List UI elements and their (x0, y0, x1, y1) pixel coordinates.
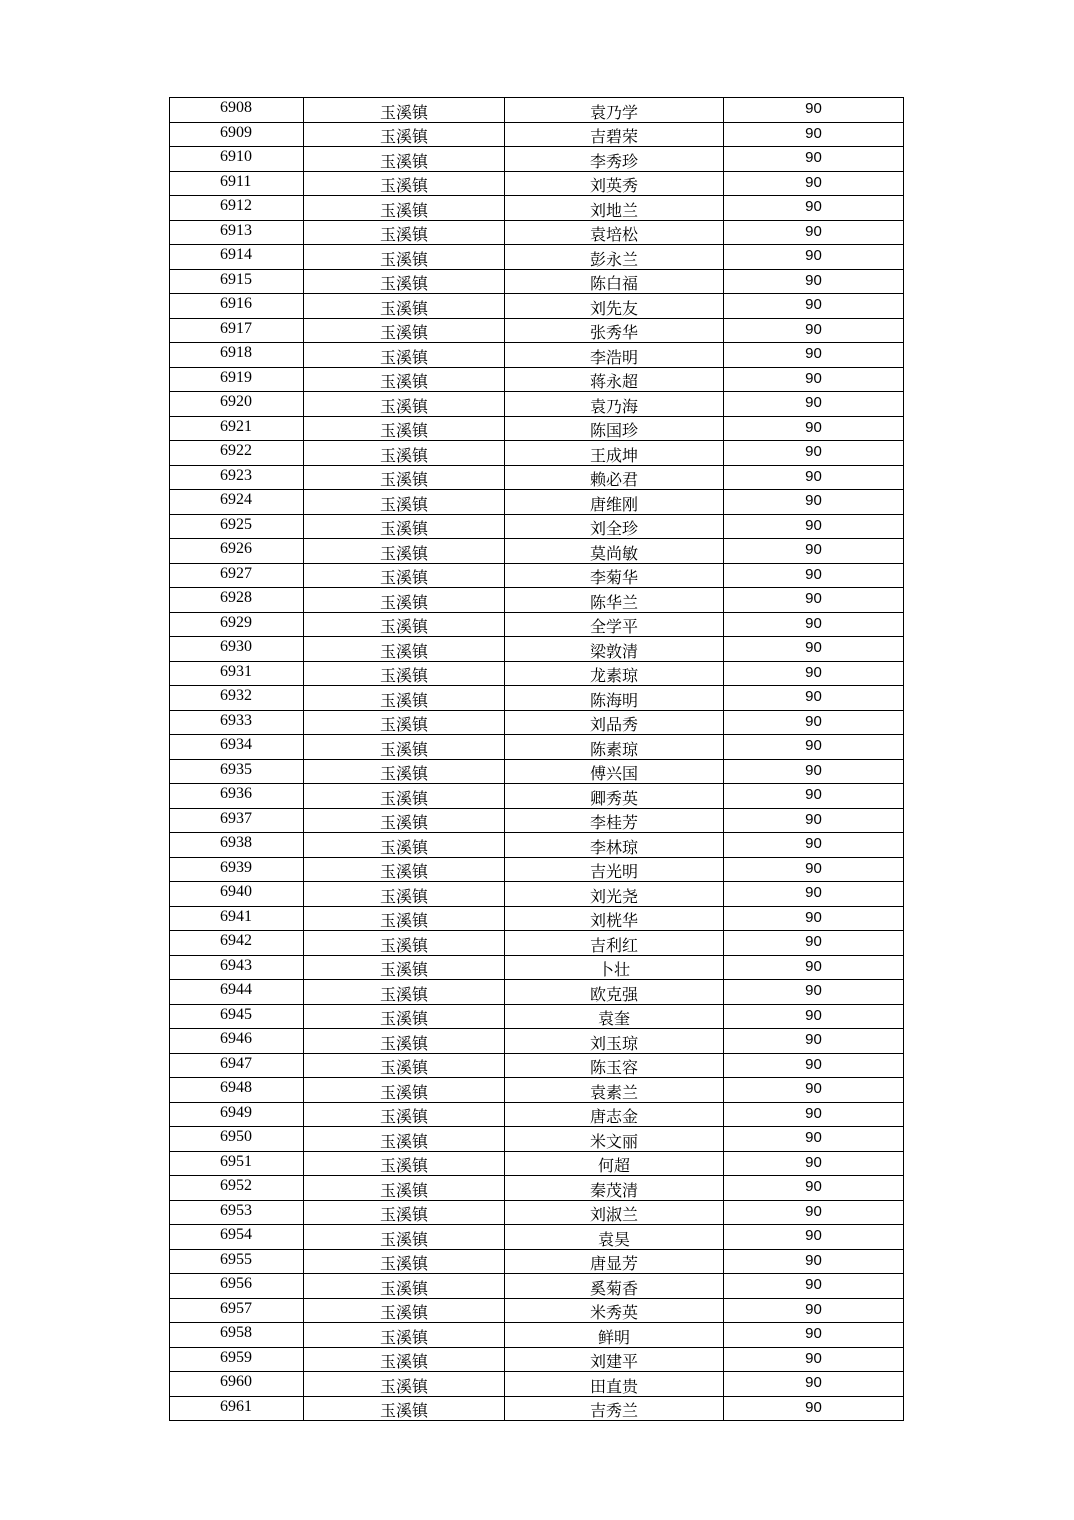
amount-cell: 90 (724, 1200, 904, 1225)
row-number-cell: 6908 (170, 98, 304, 123)
row-number-cell: 6912 (170, 196, 304, 221)
table-row (170, 980, 904, 1005)
person-name-cell: 蒋永超 (505, 367, 724, 392)
row-number-cell: 6953 (170, 1200, 304, 1225)
person-name-cell: 赖必君 (505, 465, 724, 490)
person-name-cell: 全学平 (505, 612, 724, 637)
town-cell: 玉溪镇 (304, 122, 505, 147)
person-name-cell: 袁乃学 (505, 98, 724, 123)
town-cell: 玉溪镇 (304, 563, 505, 588)
table-row (170, 269, 904, 294)
town-cell: 玉溪镇 (304, 588, 505, 613)
table-row (170, 563, 904, 588)
person-name-cell: 欧克强 (505, 980, 724, 1005)
town-cell: 玉溪镇 (304, 759, 505, 784)
table-row (170, 1176, 904, 1201)
row-number-cell: 6926 (170, 539, 304, 564)
town-cell: 玉溪镇 (304, 710, 505, 735)
row-number-cell: 6914 (170, 245, 304, 270)
town-cell: 玉溪镇 (304, 661, 505, 686)
amount-cell: 90 (724, 808, 904, 833)
table-row (170, 931, 904, 956)
town-cell: 玉溪镇 (304, 441, 505, 466)
person-name-cell: 袁奎 (505, 1004, 724, 1029)
person-name-cell: 刘玉琼 (505, 1029, 724, 1054)
table-row (170, 245, 904, 270)
amount-cell: 90 (724, 857, 904, 882)
table-row (170, 710, 904, 735)
row-number-cell: 6938 (170, 833, 304, 858)
table-row (170, 514, 904, 539)
amount-cell: 90 (724, 392, 904, 417)
table-row (170, 612, 904, 637)
row-number-cell: 6952 (170, 1176, 304, 1201)
row-number-cell: 6937 (170, 808, 304, 833)
table-row (170, 343, 904, 368)
town-cell: 玉溪镇 (304, 906, 505, 931)
row-number-cell: 6924 (170, 490, 304, 515)
row-number-cell: 6949 (170, 1102, 304, 1127)
town-cell: 玉溪镇 (304, 245, 505, 270)
town-cell: 玉溪镇 (304, 220, 505, 245)
person-name-cell: 唐显芳 (505, 1249, 724, 1274)
amount-cell: 90 (724, 490, 904, 515)
person-name-cell: 刘地兰 (505, 196, 724, 221)
row-number-cell: 6922 (170, 441, 304, 466)
amount-cell: 90 (724, 171, 904, 196)
row-number-cell: 6917 (170, 318, 304, 343)
town-cell: 玉溪镇 (304, 1127, 505, 1152)
table-row (170, 441, 904, 466)
amount-cell: 90 (724, 1151, 904, 1176)
table-row (170, 1127, 904, 1152)
person-name-cell: 张秀华 (505, 318, 724, 343)
town-cell: 玉溪镇 (304, 1323, 505, 1348)
table-row (170, 416, 904, 441)
table-row (170, 735, 904, 760)
person-name-cell: 吉碧荣 (505, 122, 724, 147)
table-row (170, 1151, 904, 1176)
person-name-cell: 莫尚敏 (505, 539, 724, 564)
table-row (170, 367, 904, 392)
town-cell: 玉溪镇 (304, 1029, 505, 1054)
amount-cell: 90 (724, 1102, 904, 1127)
table-row (170, 1225, 904, 1250)
row-number-cell: 6935 (170, 759, 304, 784)
table-row (170, 392, 904, 417)
person-name-cell: 吉光明 (505, 857, 724, 882)
town-cell: 玉溪镇 (304, 1053, 505, 1078)
town-cell: 玉溪镇 (304, 1274, 505, 1299)
amount-cell: 90 (724, 906, 904, 931)
person-name-cell: 刘先友 (505, 294, 724, 319)
town-cell: 玉溪镇 (304, 1151, 505, 1176)
row-number-cell: 6944 (170, 980, 304, 1005)
row-number-cell: 6915 (170, 269, 304, 294)
amount-cell: 90 (724, 759, 904, 784)
person-name-cell: 陈玉容 (505, 1053, 724, 1078)
person-name-cell: 陈海明 (505, 686, 724, 711)
person-name-cell: 米秀英 (505, 1298, 724, 1323)
person-name-cell: 奚菊香 (505, 1274, 724, 1299)
table-row (170, 1102, 904, 1127)
amount-cell: 90 (724, 1396, 904, 1421)
amount-cell: 90 (724, 294, 904, 319)
table-row (170, 1078, 904, 1103)
table-row (170, 122, 904, 147)
town-cell: 玉溪镇 (304, 1004, 505, 1029)
table-row (170, 1396, 904, 1421)
person-name-cell: 李菊华 (505, 563, 724, 588)
town-cell: 玉溪镇 (304, 269, 505, 294)
row-number-cell: 6919 (170, 367, 304, 392)
row-number-cell: 6911 (170, 171, 304, 196)
town-cell: 玉溪镇 (304, 955, 505, 980)
amount-cell: 90 (724, 318, 904, 343)
table-row (170, 171, 904, 196)
person-name-cell: 陈华兰 (505, 588, 724, 613)
row-number-cell: 6958 (170, 1323, 304, 1348)
person-name-cell: 傅兴国 (505, 759, 724, 784)
town-cell: 玉溪镇 (304, 612, 505, 637)
town-cell: 玉溪镇 (304, 98, 505, 123)
town-cell: 玉溪镇 (304, 416, 505, 441)
town-cell: 玉溪镇 (304, 735, 505, 760)
table-row (170, 833, 904, 858)
table-row (170, 294, 904, 319)
amount-cell: 90 (724, 465, 904, 490)
amount-cell: 90 (724, 735, 904, 760)
row-number-cell: 6923 (170, 465, 304, 490)
row-number-cell: 6909 (170, 122, 304, 147)
town-cell: 玉溪镇 (304, 294, 505, 319)
row-number-cell: 6945 (170, 1004, 304, 1029)
table-row (170, 882, 904, 907)
table-row (170, 955, 904, 980)
person-name-cell: 李秀珍 (505, 147, 724, 172)
row-number-cell: 6939 (170, 857, 304, 882)
town-cell: 玉溪镇 (304, 980, 505, 1005)
table-row (170, 1274, 904, 1299)
person-name-cell: 田直贵 (505, 1372, 724, 1397)
town-cell: 玉溪镇 (304, 367, 505, 392)
amount-cell: 90 (724, 196, 904, 221)
table-row (170, 1323, 904, 1348)
roster-table (169, 97, 904, 1421)
amount-cell: 90 (724, 710, 904, 735)
amount-cell: 90 (724, 980, 904, 1005)
table-row (170, 588, 904, 613)
table-row (170, 1029, 904, 1054)
roster-table-body (170, 98, 904, 1421)
person-name-cell: 吉秀兰 (505, 1396, 724, 1421)
table-row (170, 490, 904, 515)
amount-cell: 90 (724, 1004, 904, 1029)
table-row (170, 1004, 904, 1029)
town-cell: 玉溪镇 (304, 465, 505, 490)
table-row (170, 759, 904, 784)
amount-cell: 90 (724, 1372, 904, 1397)
table-row (170, 1298, 904, 1323)
amount-cell: 90 (724, 514, 904, 539)
town-cell: 玉溪镇 (304, 539, 505, 564)
town-cell: 玉溪镇 (304, 1372, 505, 1397)
town-cell: 玉溪镇 (304, 637, 505, 662)
row-number-cell: 6957 (170, 1298, 304, 1323)
person-name-cell: 袁昊 (505, 1225, 724, 1250)
town-cell: 玉溪镇 (304, 882, 505, 907)
row-number-cell: 6956 (170, 1274, 304, 1299)
table-row (170, 906, 904, 931)
table-row (170, 661, 904, 686)
table-row (170, 857, 904, 882)
town-cell: 玉溪镇 (304, 392, 505, 417)
amount-cell: 90 (724, 1249, 904, 1274)
row-number-cell: 6913 (170, 220, 304, 245)
amount-cell: 90 (724, 1127, 904, 1152)
row-number-cell: 6918 (170, 343, 304, 368)
amount-cell: 90 (724, 1029, 904, 1054)
amount-cell: 90 (724, 637, 904, 662)
person-name-cell: 卜壮 (505, 955, 724, 980)
table-row (170, 808, 904, 833)
town-cell: 玉溪镇 (304, 931, 505, 956)
amount-cell: 90 (724, 612, 904, 637)
amount-cell: 90 (724, 367, 904, 392)
table-row (170, 98, 904, 123)
town-cell: 玉溪镇 (304, 1225, 505, 1250)
row-number-cell: 6930 (170, 637, 304, 662)
amount-cell: 90 (724, 686, 904, 711)
row-number-cell: 6934 (170, 735, 304, 760)
row-number-cell: 6959 (170, 1347, 304, 1372)
row-number-cell: 6947 (170, 1053, 304, 1078)
person-name-cell: 袁乃海 (505, 392, 724, 417)
amount-cell: 90 (724, 220, 904, 245)
town-cell: 玉溪镇 (304, 686, 505, 711)
amount-cell: 90 (724, 1176, 904, 1201)
amount-cell: 90 (724, 98, 904, 123)
row-number-cell: 6928 (170, 588, 304, 613)
town-cell: 玉溪镇 (304, 1347, 505, 1372)
row-number-cell: 6946 (170, 1029, 304, 1054)
town-cell: 玉溪镇 (304, 147, 505, 172)
row-number-cell: 6925 (170, 514, 304, 539)
town-cell: 玉溪镇 (304, 343, 505, 368)
person-name-cell: 刘建平 (505, 1347, 724, 1372)
town-cell: 玉溪镇 (304, 1249, 505, 1274)
amount-cell: 90 (724, 245, 904, 270)
person-name-cell: 刘全珍 (505, 514, 724, 539)
row-number-cell: 6921 (170, 416, 304, 441)
person-name-cell: 唐维刚 (505, 490, 724, 515)
person-name-cell: 唐志金 (505, 1102, 724, 1127)
person-name-cell: 李浩明 (505, 343, 724, 368)
person-name-cell: 袁素兰 (505, 1078, 724, 1103)
town-cell: 玉溪镇 (304, 196, 505, 221)
amount-cell: 90 (724, 955, 904, 980)
person-name-cell: 陈白福 (505, 269, 724, 294)
person-name-cell: 刘桄华 (505, 906, 724, 931)
amount-cell: 90 (724, 931, 904, 956)
amount-cell: 90 (724, 1225, 904, 1250)
amount-cell: 90 (724, 1078, 904, 1103)
person-name-cell: 袁培松 (505, 220, 724, 245)
row-number-cell: 6910 (170, 147, 304, 172)
row-number-cell: 6933 (170, 710, 304, 735)
row-number-cell: 6954 (170, 1225, 304, 1250)
amount-cell: 90 (724, 147, 904, 172)
amount-cell: 90 (724, 833, 904, 858)
town-cell: 玉溪镇 (304, 318, 505, 343)
row-number-cell: 6948 (170, 1078, 304, 1103)
person-name-cell: 卿秀英 (505, 784, 724, 809)
table-row (170, 196, 904, 221)
amount-cell: 90 (724, 1347, 904, 1372)
amount-cell: 90 (724, 539, 904, 564)
row-number-cell: 6931 (170, 661, 304, 686)
town-cell: 玉溪镇 (304, 1200, 505, 1225)
town-cell: 玉溪镇 (304, 1298, 505, 1323)
town-cell: 玉溪镇 (304, 1396, 505, 1421)
table-row (170, 1053, 904, 1078)
table-row (170, 686, 904, 711)
amount-cell: 90 (724, 784, 904, 809)
amount-cell: 90 (724, 588, 904, 613)
person-name-cell: 刘英秀 (505, 171, 724, 196)
person-name-cell: 秦茂清 (505, 1176, 724, 1201)
person-name-cell: 何超 (505, 1151, 724, 1176)
row-number-cell: 6943 (170, 955, 304, 980)
row-number-cell: 6941 (170, 906, 304, 931)
person-name-cell: 梁敦清 (505, 637, 724, 662)
row-number-cell: 6927 (170, 563, 304, 588)
row-number-cell: 6961 (170, 1396, 304, 1421)
person-name-cell: 刘品秀 (505, 710, 724, 735)
row-number-cell: 6916 (170, 294, 304, 319)
amount-cell: 90 (724, 563, 904, 588)
amount-cell: 90 (724, 343, 904, 368)
table-row (170, 539, 904, 564)
row-number-cell: 6929 (170, 612, 304, 637)
person-name-cell: 陈素琼 (505, 735, 724, 760)
amount-cell: 90 (724, 882, 904, 907)
person-name-cell: 鲜明 (505, 1323, 724, 1348)
row-number-cell: 6932 (170, 686, 304, 711)
amount-cell: 90 (724, 122, 904, 147)
row-number-cell: 6960 (170, 1372, 304, 1397)
table-row (170, 318, 904, 343)
person-name-cell: 李林琼 (505, 833, 724, 858)
table-row (170, 1249, 904, 1274)
row-number-cell: 6940 (170, 882, 304, 907)
person-name-cell: 米文丽 (505, 1127, 724, 1152)
amount-cell: 90 (724, 661, 904, 686)
amount-cell: 90 (724, 441, 904, 466)
table-row (170, 465, 904, 490)
person-name-cell: 王成坤 (505, 441, 724, 466)
table-row (170, 147, 904, 172)
table-row (170, 1347, 904, 1372)
town-cell: 玉溪镇 (304, 808, 505, 833)
town-cell: 玉溪镇 (304, 514, 505, 539)
town-cell: 玉溪镇 (304, 1078, 505, 1103)
table-row (170, 220, 904, 245)
amount-cell: 90 (724, 1323, 904, 1348)
person-name-cell: 李桂芳 (505, 808, 724, 833)
row-number-cell: 6942 (170, 931, 304, 956)
table-row (170, 637, 904, 662)
person-name-cell: 刘光尧 (505, 882, 724, 907)
town-cell: 玉溪镇 (304, 1102, 505, 1127)
town-cell: 玉溪镇 (304, 1176, 505, 1201)
table-row (170, 1200, 904, 1225)
town-cell: 玉溪镇 (304, 490, 505, 515)
table-row (170, 1372, 904, 1397)
person-name-cell: 彭永兰 (505, 245, 724, 270)
row-number-cell: 6950 (170, 1127, 304, 1152)
row-number-cell: 6955 (170, 1249, 304, 1274)
amount-cell: 90 (724, 269, 904, 294)
amount-cell: 90 (724, 1053, 904, 1078)
town-cell: 玉溪镇 (304, 171, 505, 196)
row-number-cell: 6951 (170, 1151, 304, 1176)
amount-cell: 90 (724, 416, 904, 441)
person-name-cell: 龙素琼 (505, 661, 724, 686)
person-name-cell: 吉利红 (505, 931, 724, 956)
town-cell: 玉溪镇 (304, 857, 505, 882)
person-name-cell: 陈国珍 (505, 416, 724, 441)
row-number-cell: 6936 (170, 784, 304, 809)
table-row (170, 784, 904, 809)
person-name-cell: 刘淑兰 (505, 1200, 724, 1225)
town-cell: 玉溪镇 (304, 833, 505, 858)
town-cell: 玉溪镇 (304, 784, 505, 809)
amount-cell: 90 (724, 1298, 904, 1323)
row-number-cell: 6920 (170, 392, 304, 417)
amount-cell: 90 (724, 1274, 904, 1299)
